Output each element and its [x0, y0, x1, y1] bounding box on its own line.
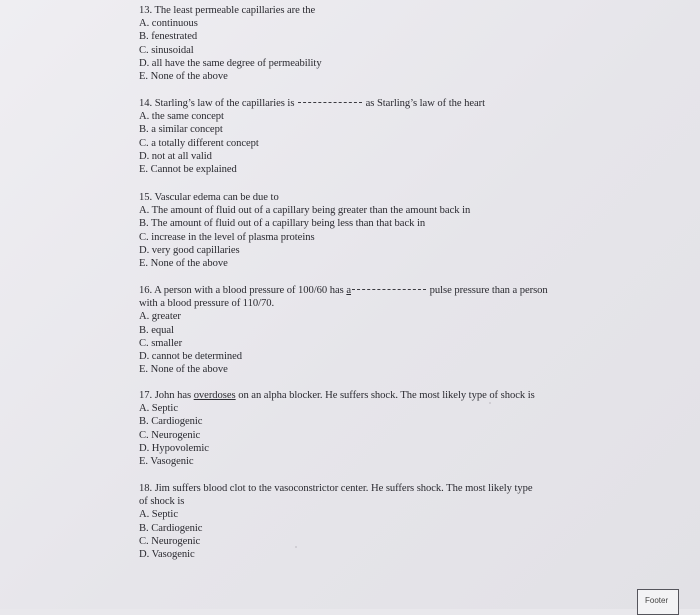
question-13-option-a: A. continuous: [139, 18, 198, 30]
question-17-stem: [139, 389, 535, 402]
question-14-option-e: E. Cannot be explained: [139, 164, 237, 176]
question-17-stem-after: on an alpha blocker. He suffers shock. The most likely type of shock is: [238, 390, 535, 401]
footer-box[interactable]: [637, 589, 679, 615]
question-14-option-a: A. the same concept: [139, 111, 224, 123]
question-16-option-b: B. equal: [139, 324, 174, 336]
question-13-option-c: C. sinusoidal: [139, 44, 194, 56]
question-17-option-e: E. Vasogenic: [139, 456, 194, 468]
question-17-option-d: D. Hypovolemic: [139, 442, 209, 454]
question-13: [139, 4, 322, 83]
question-15-option-a: A. The amount of fluid out of a capillary being greater than the amount back in: [139, 205, 471, 217]
question-14-option-b: B. a similar concept: [139, 124, 223, 136]
question-18: [139, 482, 533, 561]
question-16-stem: [139, 284, 548, 297]
question-14-blank: [298, 102, 362, 103]
question-14-option-c: C. a totally different concept: [139, 137, 259, 149]
question-18-stem-line2: of shock is: [139, 496, 185, 508]
page-speck: [489, 402, 491, 404]
page-speck: [295, 546, 297, 548]
footer-label: Footer: [645, 596, 669, 605]
question-14-option-d: D. not at all valid: [139, 150, 212, 162]
question-18-stem: 18. Jim suffers blood clot to the vasoconstrictor center. He suffers shock. The most likely type: [139, 483, 533, 494]
question-18-option-c: C. Neurogenic: [139, 535, 201, 547]
question-15-option-d: D. very good capillaries: [139, 244, 240, 256]
question-13-option-d: D. all have the same degree of permeability: [139, 57, 322, 69]
question-16-option-a: A. greater: [139, 311, 181, 323]
question-16-option-d: D. cannot be determined: [139, 351, 242, 363]
question-16-stem-after: pulse pressure than a person: [429, 285, 548, 296]
question-15-stem: 15. Vascular edema can be due to: [139, 192, 279, 203]
question-15-option-c: C. increase in the level of plasma proteins: [139, 231, 315, 243]
question-16-option-e: E. None of the above: [139, 364, 228, 376]
question-16-underlined-word: a: [346, 285, 352, 296]
question-16: [139, 284, 548, 376]
question-17-stem-before: 17. John has: [139, 390, 192, 401]
question-18-option-a: A. Septic: [139, 509, 178, 521]
question-16-stem-line2: with a blood pressure of 110/70.: [139, 298, 275, 310]
question-13-option-e: E. None of the above: [139, 71, 228, 83]
question-15-option-e: E. None of the above: [139, 258, 228, 270]
question-17-option-c: C. Neurogenic: [139, 429, 201, 441]
question-14-stem: [139, 97, 485, 110]
question-15-option-b: B. The amount of fluid out of a capillary being less than that back in: [139, 218, 426, 230]
question-17: [139, 389, 535, 468]
question-16-stem-before: 16. A person with a blood pressure of 100/60 has: [139, 285, 344, 296]
question-16-blank: [352, 289, 426, 290]
question-14-stem-before: 14. Starling’s law of the capillaries is: [139, 98, 295, 109]
question-17-underlined-word: overdoses: [193, 390, 236, 401]
question-16-option-c: C. smaller: [139, 337, 183, 349]
question-18-option-b: B. Cardiogenic: [139, 522, 203, 534]
question-14-stem-after: as Starling’s law of the heart: [365, 98, 486, 109]
question-17-option-a: A. Septic: [139, 403, 178, 415]
question-17-option-b: B. Cardiogenic: [139, 416, 203, 428]
question-14: [139, 97, 485, 176]
question-13-stem: 13. The least permeable capillaries are the: [139, 5, 316, 16]
question-15: [139, 191, 470, 270]
question-18-option-d: D. Vasogenic: [139, 549, 195, 561]
question-13-option-b: B. fenestrated: [139, 31, 198, 43]
